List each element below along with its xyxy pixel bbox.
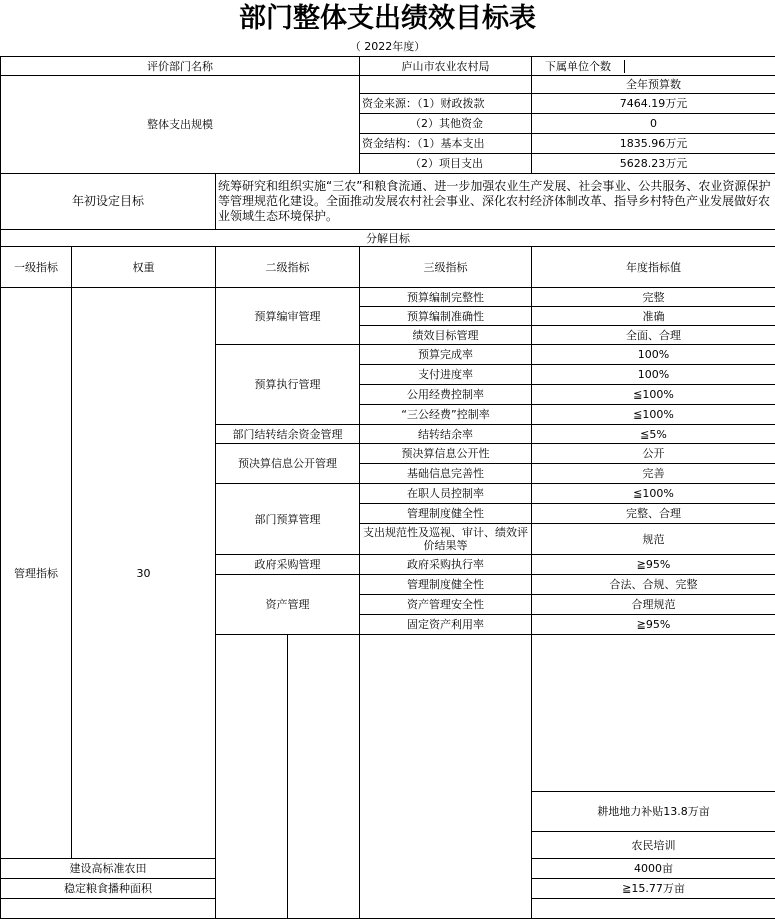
- level3-cell: 预算编制准确性: [360, 307, 532, 326]
- level3-cell: 农民培训: [532, 832, 775, 859]
- level3-cell: [1, 899, 216, 919]
- level3-cell: 支出规范性及巡视、审计、绩效评价结果等: [360, 524, 532, 555]
- scale-label: 整体支出规模: [1, 76, 360, 174]
- col-header-value: 年度指标值: [532, 247, 775, 288]
- goal-label: 年初设定目标: [1, 174, 216, 230]
- value-cell: 合理规范: [532, 595, 775, 615]
- budget-label: 资金结构：（1）基本支出: [360, 134, 532, 154]
- level3-cell: 在职人员控制率: [360, 484, 532, 504]
- value-cell: 完善: [532, 464, 775, 484]
- goal-text: 统筹研究和组织实施“三农”和粮食流通、进一步加强农业生产发展、社会事业、公共服务、农业资源保护等管理规范化建设。全面推动发展农村社会事业、深化农村经济体制改革、指导乡村特色产业发展做好农业领域生态环境保护。: [216, 174, 775, 230]
- level3-cell: 预决算信息公开性: [360, 444, 532, 464]
- level3-cell: 基础信息完善性: [360, 464, 532, 484]
- budget-value: 0: [532, 114, 775, 134]
- output-blank: [532, 635, 775, 792]
- weight-output: [288, 635, 360, 919]
- value-cell: 完整、合理: [532, 504, 775, 524]
- value-cell: 100%: [532, 365, 775, 385]
- value-cell: 完整: [532, 288, 775, 307]
- level1-mgmt: 管理指标: [1, 288, 72, 859]
- level2-cell: 预决算信息公开管理: [216, 444, 360, 484]
- page-title: 部门整体支出绩效目标表: [0, 0, 775, 38]
- annual-label: 全年预算数: [532, 76, 775, 94]
- level2-cell: 政府采购管理: [216, 555, 360, 575]
- value-cell: 4000亩: [532, 859, 775, 879]
- value-cell: 全面、合理: [532, 326, 775, 345]
- dept-name-label: 评价部门名称: [1, 57, 360, 76]
- value-cell: ≦100%: [532, 405, 775, 425]
- level3-cell: 建设高标准农田: [1, 859, 216, 879]
- level3-cell: 预算编制完整性: [360, 288, 532, 307]
- level2-cell: 部门结转结余资金管理: [216, 425, 360, 444]
- decompose-label: 分解目标: [1, 230, 775, 247]
- value-cell: ≧15.77万亩: [532, 879, 775, 899]
- col-header-weight: 权重: [72, 247, 216, 288]
- budget-value: 1835.96万元: [532, 134, 775, 154]
- level2-cell: 预算执行管理: [216, 345, 360, 425]
- level2-cell: 预算编审管理: [216, 288, 360, 345]
- annual-blank: [360, 76, 532, 94]
- level3-cell: 公用经费控制率: [360, 385, 532, 405]
- level1-output: [216, 635, 288, 919]
- level3-cell: 结转结余率: [360, 425, 532, 444]
- value-cell: ≧95%: [532, 615, 775, 635]
- level3-cell: 耕地地力补贴13.8万亩: [532, 792, 775, 832]
- weight-mgmt: 30: [72, 288, 216, 859]
- level3-cell: 支付进度率: [360, 365, 532, 385]
- level2-output: [360, 635, 532, 919]
- value-cell: 规范: [532, 524, 775, 555]
- col-header-level3: 三级指标: [360, 247, 532, 288]
- value-cell: 准确: [532, 307, 775, 326]
- year-label: （ 2022年度）: [0, 38, 775, 56]
- value-cell: 100%: [532, 345, 775, 365]
- level3-cell: 管理制度健全性: [360, 504, 532, 524]
- level3-cell: 绩效目标管理: [360, 326, 532, 345]
- level3-cell: 政府采购执行率: [360, 555, 532, 575]
- budget-label: （2）项目支出: [360, 154, 532, 174]
- budget-label: 资金来源：（1）财政拨款: [360, 94, 532, 114]
- dept-name-value: 庐山市农业农村局: [360, 57, 532, 76]
- col-header-level1: 一级指标: [1, 247, 72, 288]
- level2-cell: 资产管理: [216, 575, 360, 635]
- budget-value: 5628.23万元: [532, 154, 775, 174]
- value-cell: ≧95%: [532, 555, 775, 575]
- level3-cell: 资产管理安全性: [360, 595, 532, 615]
- value-cell: [532, 899, 775, 919]
- value-cell: ≦100%: [532, 484, 775, 504]
- level2-cell: 部门预算管理: [216, 484, 360, 555]
- subunits-cell: [532, 57, 775, 76]
- value-cell: 合法、合规、完整: [532, 575, 775, 595]
- level3-cell: 预算完成率: [360, 345, 532, 365]
- level3-cell: “三公经费”控制率: [360, 405, 532, 425]
- value-cell: 公开: [532, 444, 775, 464]
- subunits-label: 下属单位个数: [532, 60, 625, 73]
- value-cell: ≦100%: [532, 385, 775, 405]
- budget-label: （2）其他资金: [360, 114, 532, 134]
- col-header-level2: 二级指标: [216, 247, 360, 288]
- budget-value: 7464.19万元: [532, 94, 775, 114]
- performance-table: [0, 56, 775, 919]
- level3-cell: 稳定粮食播种面积: [1, 879, 216, 899]
- level3-cell: 管理制度健全性: [360, 575, 532, 595]
- value-cell: ≦5%: [532, 425, 775, 444]
- level3-cell: 固定资产利用率: [360, 615, 532, 635]
